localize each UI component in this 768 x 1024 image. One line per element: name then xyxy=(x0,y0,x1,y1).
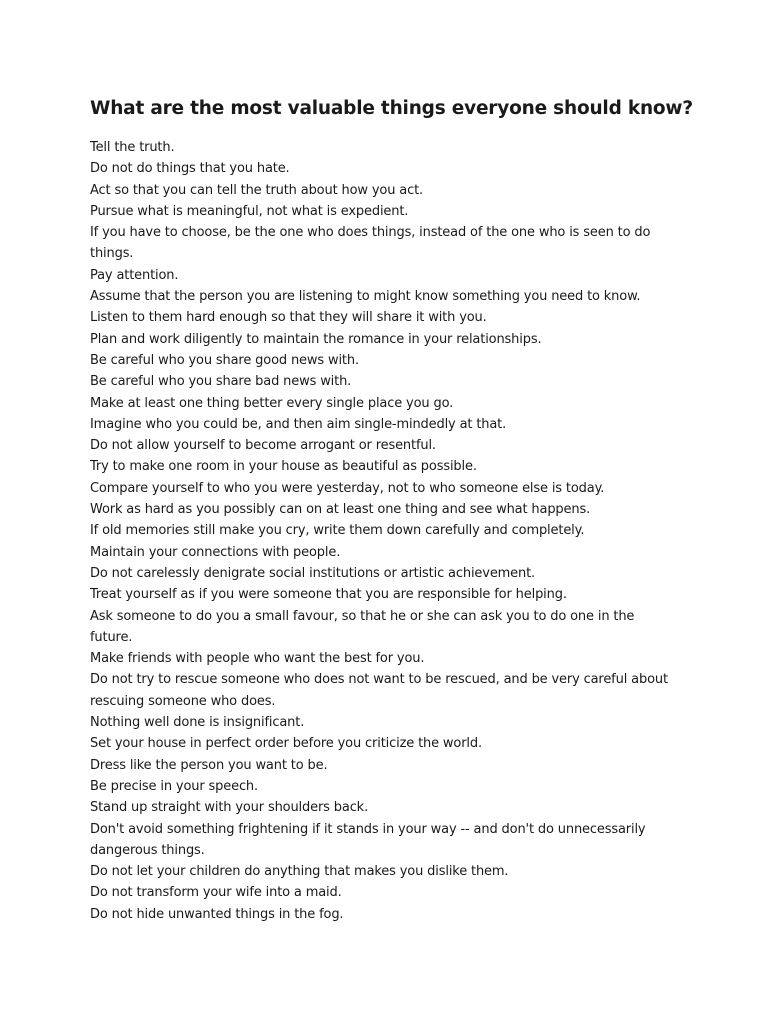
advice-line: Pursue what is meaningful, not what is expedient. xyxy=(90,203,409,219)
advice-line: Maintain your connections with people. xyxy=(90,544,341,560)
advice-line: Assume that the person you are listening to might know something you need to know. xyxy=(90,289,641,305)
advice-line: Be careful who you share bad news with. xyxy=(90,374,352,390)
advice-line: Plan and work diligently to maintain the romance in your relationships. xyxy=(90,331,542,347)
advice-line: Make at least one thing better every single place you go. xyxy=(90,395,454,411)
advice-line: Do not let your children do anything that makes you dislike them. xyxy=(90,864,509,880)
advice-line: Set your house in perfect order before you criticize the world. xyxy=(90,736,482,752)
advice-line: If old memories still make you cry, write them down carefully and completely. xyxy=(90,523,585,539)
advice-line: Do not hide unwanted things in the fog. xyxy=(90,906,344,922)
advice-line: Pay attention. xyxy=(90,267,179,283)
advice-line: things. xyxy=(90,246,134,262)
advice-line: Compare yourself to who you were yesterday, not to who someone else is today. xyxy=(90,480,605,496)
advice-line: If you have to choose, be the one who does things, instead of the one who is seen to do xyxy=(90,225,651,241)
document-page xyxy=(90,94,693,925)
advice-line: Listen to them hard enough so that they will share it with you. xyxy=(90,310,487,326)
advice-line: Do not do things that you hate. xyxy=(90,161,290,177)
advice-line: Do not allow yourself to become arrogant or resentful. xyxy=(90,438,436,454)
advice-line: Treat yourself as if you were someone that you are responsible for helping. xyxy=(90,587,567,603)
advice-line: Nothing well done is insignificant. xyxy=(90,715,305,731)
advice-line: Do not try to rescue someone who does not want to be rescued, and be very careful about xyxy=(90,672,668,688)
advice-line: Don't avoid something frightening if it stands in your way -- and don't do unnecessarily xyxy=(90,821,646,837)
advice-line: Make friends with people who want the best for you. xyxy=(90,651,425,667)
advice-line: dangerous things. xyxy=(90,842,205,858)
advice-line: Act so that you can tell the truth about how you act. xyxy=(90,182,424,198)
advice-line: Try to make one room in your house as beautiful as possible. xyxy=(90,459,477,475)
advice-line: Be precise in your speech. xyxy=(90,778,259,794)
advice-line: Stand up straight with your shoulders back. xyxy=(90,800,369,816)
advice-line: Do not carelessly denigrate social institutions or artistic achievement. xyxy=(90,565,536,581)
advice-line: Imagine who you could be, and then aim single-mindedly at that. xyxy=(90,416,507,432)
advice-line: Ask someone to do you a small favour, so that he or she can ask you to do one in the xyxy=(90,608,635,624)
advice-line: future. xyxy=(90,629,133,645)
advice-line: Dress like the person you want to be. xyxy=(90,757,328,773)
advice-line: Do not transform your wife into a maid. xyxy=(90,885,342,901)
advice-line: Work as hard as you possibly can on at least one thing and see what happens. xyxy=(90,502,591,518)
advice-line: rescuing someone who does. xyxy=(90,693,276,709)
advice-line: Be careful who you share good news with. xyxy=(90,352,359,368)
document-title: What are the most valuable things everyone should know? xyxy=(90,98,693,119)
advice-line: Tell the truth. xyxy=(90,140,175,155)
advice-list xyxy=(90,137,690,925)
